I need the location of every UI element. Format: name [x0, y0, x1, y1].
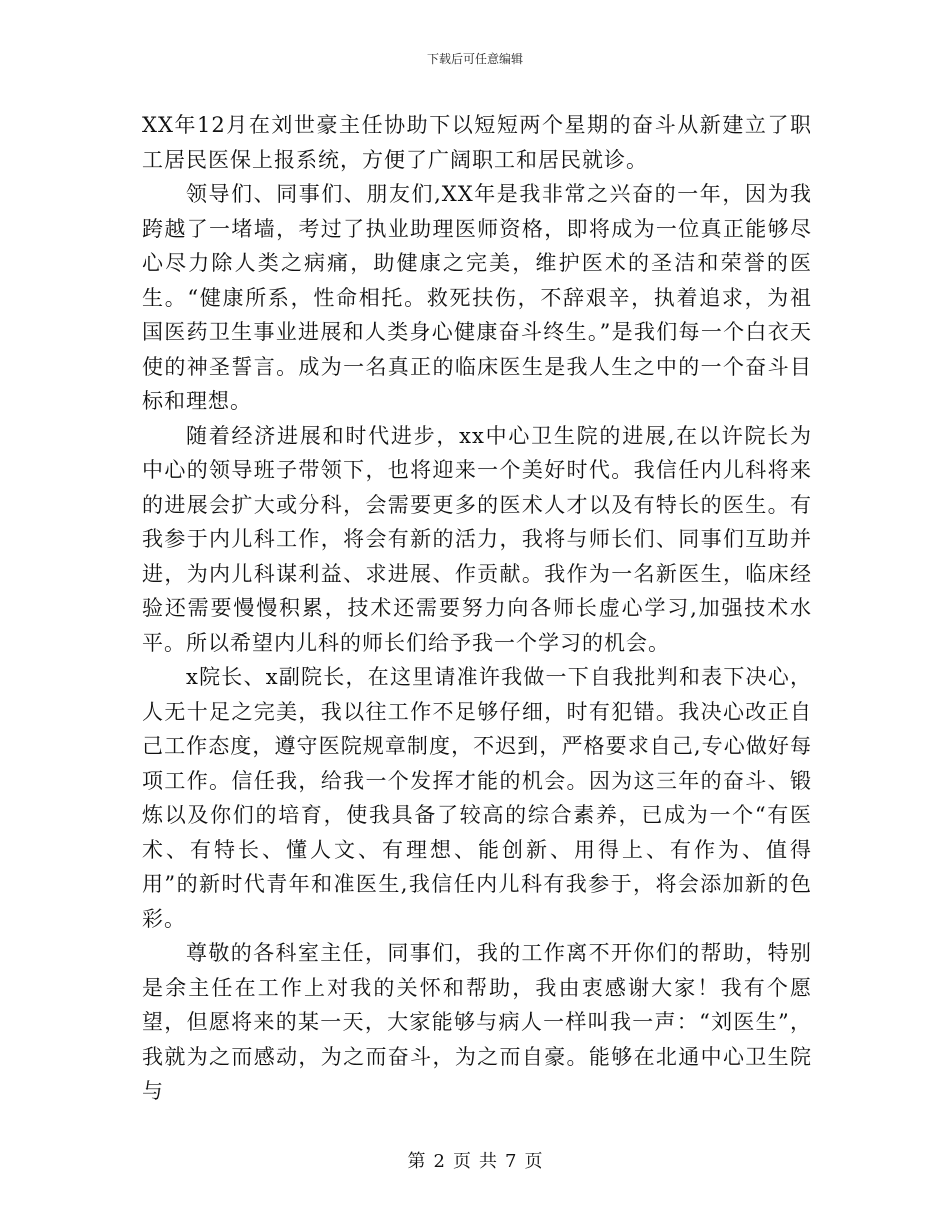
- paragraph-1: XX年12月在刘世豪主任协助下以短短两个星期的奋斗从新建立了职工居民医保上报系统，方便了广阔职工和居民就诊。: [142, 113, 812, 172]
- page-footer: [0, 1150, 950, 1174]
- footer-total-word: 共: [479, 1151, 497, 1172]
- footer-page-word: 页: [453, 1151, 471, 1172]
- paragraph-3: 随着经济进展和时代进步，xx中心卫生院的进展,在以许院长为中心的领导班子带领下，也将迎来一个美好时代。我信任内儿科将来的进展会扩大或分科，会需要更多的医术人才以及有特长的医生。有我参于内儿科工作，将会有新的活力，我将与师长们、同事们互助并进，为内儿科谋利益、求进展、作贡献。我作为一名新医生，临床经验还需要慢慢积累，技术还需要努力向各师长虚心学习,加强技术水平。所以希望内儿科的师长们给予我一个学习的机会。: [142, 423, 812, 655]
- paragraph-5: 尊敬的各科室主任，同事们，我的工作离不开你们的帮助，特别是余主任在工作上对我的关怀和帮助，我由衷感谢大家！我有个愿望，但愿将来的某一天，大家能够与病人一样叫我一声：“刘医生”，我就为之而感动，为之而奋斗，为之而自豪。能够在北通中心卫生院与: [142, 941, 812, 1103]
- footer-suffix: 页: [524, 1151, 543, 1172]
- footer-current-page: 2: [433, 1151, 445, 1172]
- footer-prefix: 第: [407, 1151, 426, 1172]
- footer-total-pages: 7: [505, 1151, 517, 1172]
- page-header: 下载后可任意编辑: [426, 52, 523, 66]
- document-body: [142, 108, 812, 1109]
- paragraph-2: 领导们、同事们、朋友们,XX年是我非常之兴奋的一年，因为我跨越了一堵墙，考过了执业助理医师资格，即将成为一位真正能够尽心尽力除人类之病痛，助健康之完美，维护医术的圣洁和荣誉的医生。“健康所系，性命相托。救死扶伤，不辞艰辛，执着追求，为祖国医药卫生事业进展和人类身心健康奋斗终生。”是我们每一个白衣天使的神圣誓言。成为一名真正的临床医生是我人生之中的一个奋斗目标和理想。: [142, 182, 812, 413]
- paragraph-4: x院长、x副院长，在这里请准许我做一下自我批判和表下决心，人无十足之完美，我以往工作不足够仔细，时有犯错。我决心改正自己工作态度，遵守医院规章制度，不迟到，严格要求自己,专心做好每项工作。信任我，给我一个发挥才能的机会。因为这三年的奋斗、锻炼以及你们的培育，使我具备了较高的综合素养，已成为一个“有医术、有特长、懂人文、有理想、能创新、用得上、有作为、值得用”的新时代青年和准医生,我信任内儿科有我参于，将会添加新的色彩。: [142, 665, 812, 931]
